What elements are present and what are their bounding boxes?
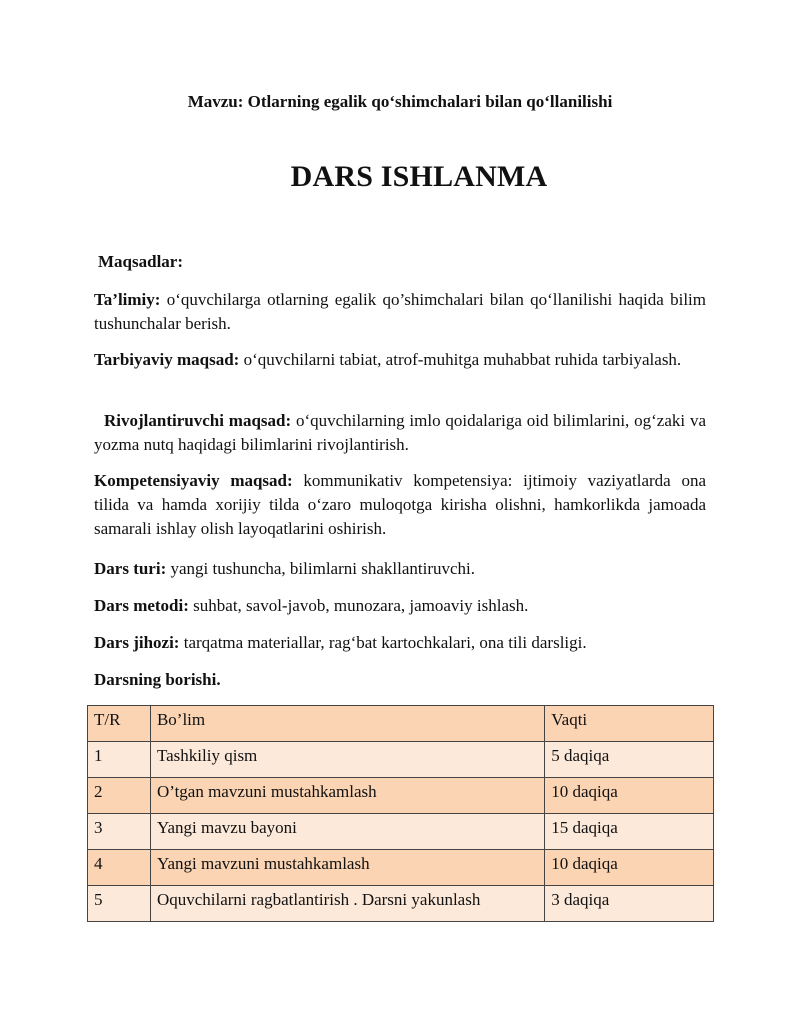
table-cell: Oquvchilarni ragbatlantirish . Darsni yakunlash	[150, 886, 544, 922]
lesson-topic: Mavzu: Otlarning egalik qo‘shimchalari bilan qo‘llanilishi	[187, 92, 613, 111]
section-label: Dars jihozi:	[94, 633, 180, 652]
section-text: yangi tushuncha, bilimlarni shakllantiruvchi.	[166, 559, 476, 578]
table-cell: 15 daqiqa	[545, 814, 714, 850]
table-row	[88, 850, 714, 886]
table-cell: 10 daqiqa	[545, 850, 714, 886]
table-header-cell: Vaqti	[545, 706, 714, 742]
section-label: Rivojlantiruvchi maqsad:	[104, 411, 292, 430]
section-text: tarqatma materiallar, rag‘bat kartochkalari, ona tili darsligi.	[179, 633, 587, 652]
table-cell: 2	[88, 778, 151, 814]
table-row	[88, 778, 714, 814]
table-cell: 3 daqiqa	[545, 886, 714, 922]
table-row	[88, 742, 714, 778]
lesson-plan-table	[87, 705, 714, 922]
goals-heading: Maqsadlar:	[98, 252, 183, 271]
competency-goal	[94, 469, 706, 541]
table-header-cell: T/R	[88, 706, 151, 742]
lesson-equipment	[94, 631, 706, 655]
table-cell: 4	[88, 850, 151, 886]
section-label: Ta’limiy:	[94, 290, 161, 309]
document-title: DARS ISHLANMA	[290, 160, 548, 193]
table-cell: Tashkiliy qism	[150, 742, 544, 778]
upbringing-goal	[94, 348, 706, 372]
developmental-goal	[94, 409, 706, 457]
section-text: kommunikativ kompetensiya: ijtimoiy vaziyatlarda ona tilida va hamda xorijiy tilda o‘zaro muloqotga kirisha olishni, hamkorlikda jamoada samarali ishlay olish layoqatlarini oshirish.	[94, 471, 706, 538]
section-label: Kompetensiyaviy maqsad:	[94, 471, 293, 490]
lesson-progress-heading: Darsning borishi.	[94, 670, 221, 689]
table-header-row	[88, 706, 714, 742]
table-cell: O’tgan mavzuni mustahkamlash	[150, 778, 544, 814]
table-cell: 1	[88, 742, 151, 778]
table-cell: 5 daqiqa	[545, 742, 714, 778]
educational-goal	[94, 288, 706, 336]
section-text: suhbat, savol-javob, munozara, jamoaviy ishlash.	[188, 596, 529, 615]
section-text: o‘quvchilarning imlo qoidalariga oid bilimlarini, og‘zaki va yozma nutq haqidagi bilimlarini rivojlantirish.	[94, 411, 707, 454]
table-cell: Yangi mavzuni mustahkamlash	[150, 850, 544, 886]
section-text: o‘quvchilarga otlarning egalik qo’shimchalari bilan qo‘llanilishi haqida bilim tushunchalar berish.	[94, 290, 706, 333]
lesson-type	[94, 557, 706, 581]
section-label: Dars metodi:	[94, 596, 189, 615]
table-row	[88, 886, 714, 922]
table-cell: Yangi mavzu bayoni	[150, 814, 544, 850]
table-cell: 5	[88, 886, 151, 922]
lesson-method	[94, 594, 706, 618]
section-label: Tarbiyaviy maqsad:	[94, 350, 240, 369]
table-row	[88, 814, 714, 850]
table-header-cell: Bo’lim	[150, 706, 544, 742]
section-text: o‘quvchilarni tabiat, atrof-muhitga muhabbat ruhida tarbiyalash.	[239, 350, 682, 369]
table-cell: 10 daqiqa	[545, 778, 714, 814]
section-label: Dars turi:	[94, 559, 167, 578]
table-cell: 3	[88, 814, 151, 850]
